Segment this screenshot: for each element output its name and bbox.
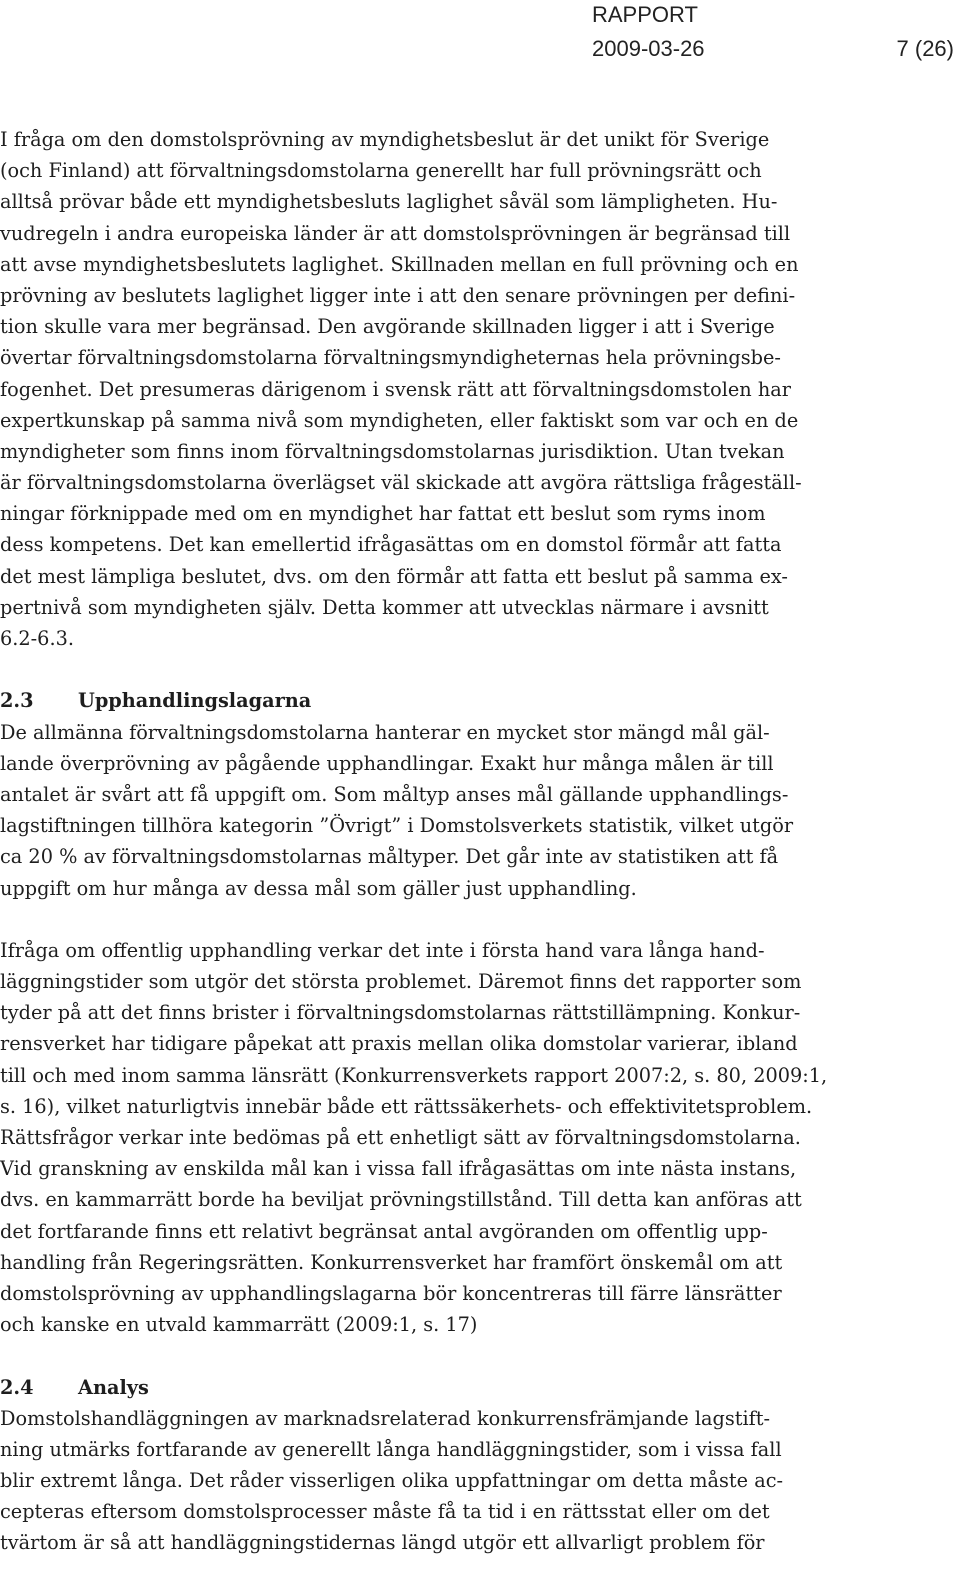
section-heading-2-4 (0, 1372, 900, 1403)
text-line: 6.2-6.3. (0, 627, 74, 650)
text-line: prövning av beslutets laglighet ligger inte i att den senare prövningen per defini- (0, 283, 796, 307)
page-number: 7 (26) (896, 36, 954, 61)
section-title: Analys (78, 1375, 149, 1399)
text-line: ca 20 % av förvaltningsdomstolarnas måltyper. Det går inte av statistiken att få (0, 845, 779, 869)
text-line: Vid granskning av enskilda mål kan i vissa fall ifrågasättas om inte nästa instans, (0, 1157, 797, 1181)
paragraph-gap (0, 654, 900, 685)
paragraph-gap (0, 904, 900, 935)
text-line: tion skulle vara mer begränsad. Den avgörande skillnaden ligger i att i Sverige (0, 315, 775, 339)
text-line: läggningstider som utgör det största problemet. Däremot finns det rapporter som (0, 970, 802, 994)
text-line: alltså prövar både ett myndighetsbesluts laglighet såväl som lämpligheten. Hu- (0, 190, 778, 214)
text-line: lagstiftningen tillhöra kategorin ”Övrigt” i Domstolsverkets statistik, vilket utgör (0, 814, 794, 838)
text-line: dvs. en kammarrätt borde ha beviljat prövningstillstånd. Till detta kan anföras att (0, 1188, 802, 1212)
text-line: domstolsprövning av upphandlingslagarna bör koncentreras till färre länsrätter (0, 1281, 782, 1305)
report-date: 2009-03-26 (592, 36, 705, 61)
text-line: det mest lämpliga beslutet, dvs. om den förmår att fatta ett beslut på samma ex- (0, 564, 788, 588)
text-line: till och med inom samma länsrätt (Konkurrensverkets rapport 2007:2, s. 80, 2009:1, (0, 1063, 828, 1087)
paragraph-upphandling-mal (0, 717, 900, 904)
text-line: lande överprövning av pågående upphandlingar. Exakt hur många målen är till (0, 751, 774, 775)
paragraph-gap (0, 1340, 900, 1371)
text-line: Rättsfrågor verkar inte bedömas på ett enhetligt sätt av förvaltningsdomstolarna. (0, 1126, 801, 1149)
text-line: s. 16), vilket naturligtvis innebär både ett rättssäkerhets- och effektivitetsproblem. (0, 1094, 813, 1118)
text-line: Ifråga om offentlig upphandling verkar det inte i första hand vara långa hand- (0, 938, 765, 962)
paragraph-analys (0, 1403, 900, 1559)
text-line: rensverket har tidigare påpekat att praxis mellan olika domstolar varierar, ibland (0, 1032, 798, 1056)
text-line: att avse myndighetsbeslutets laglighet. Skillnaden mellan en full prövning och en (0, 252, 799, 276)
paragraph-domstolsprovning (0, 124, 900, 654)
text-line: expertkunskap på samma nivå som myndigheten, eller faktiskt som var och en de (0, 408, 799, 432)
text-line: myndigheter som finns inom förvaltningsdomstolarnas jurisdiktion. Utan tvekan (0, 439, 785, 463)
text-line: antalet är svårt att få uppgift om. Som måltyp anses mål gällande upphandlings- (0, 782, 789, 806)
text-line: fogenhet. Det presumeras därigenom i svensk rätt att förvaltningsdomstolen har (0, 377, 791, 401)
text-line: De allmänna förvaltningsdomstolarna hanterar en mycket stor mängd mål gäl- (0, 720, 770, 744)
text-line: cepteras eftersom domstolsprocesser måste få ta tid i en rättsstat eller om det (0, 1500, 770, 1524)
text-line: ning utmärks fortfarande av generellt långa handläggningstider, som i vissa fall (0, 1437, 782, 1461)
document-body (0, 124, 900, 1559)
text-line: tyder på att det finns brister i förvaltningsdomstolarnas rättstillämpning. Konkur- (0, 1001, 801, 1025)
text-line: övertar förvaltningsdomstolarna förvaltningsmyndigheternas hela prövningsbe- (0, 346, 781, 370)
text-line: ningar förknippade med om en myndighet har fattat ett beslut som ryms inom (0, 502, 766, 526)
text-line: det fortfarande finns ett relativt begränsat antal avgöranden om offentlig upp- (0, 1219, 768, 1243)
text-line: och kanske en utvald kammarrätt (2009:1, s. 17) (0, 1313, 478, 1337)
text-line: tvärtom är så att handläggningstidernas längd utgör ett allvarligt problem för (0, 1531, 765, 1555)
text-line: vudregeln i andra europeiska länder är att domstolsprövningen är begränsad till (0, 221, 791, 245)
report-label: RAPPORT (592, 2, 698, 27)
text-line: pertnivå som myndigheten själv. Detta kommer att utvecklas närmare i avsnitt (0, 595, 769, 619)
text-line: I fråga om den domstolsprövning av myndighetsbeslut är det unikt för Sverige (0, 128, 770, 151)
section-number: 2.3 (0, 689, 34, 713)
text-line: (och Finland) att förvaltningsdomstolarna generellt har full prövningsrätt och (0, 159, 762, 183)
section-heading-2-3 (0, 685, 900, 716)
text-line: dess kompetens. Det kan emellertid ifrågasättas om en domstol förmår att fatta (0, 533, 782, 557)
text-line: blir extremt långa. Det råder visserligen olika uppfattningar om detta måste ac- (0, 1469, 784, 1493)
text-line: uppgift om hur många av dessa mål som gäller just upphandling. (0, 876, 637, 900)
page-header (0, 0, 960, 70)
text-line: handling från Regeringsrätten. Konkurrensverket har framfört önskemål om att (0, 1250, 783, 1274)
text-line: Domstolshandläggningen av marknadsrelaterad konkurrensfrämjande lagstift- (0, 1406, 771, 1430)
text-line: är förvaltningsdomstolarna överlägset väl skickade att avgöra rättsliga frågeställ- (0, 471, 802, 495)
section-title: Upphandlingslagarna (78, 689, 312, 713)
paragraph-offentlig-upphandling (0, 935, 900, 1340)
section-number: 2.4 (0, 1375, 34, 1399)
